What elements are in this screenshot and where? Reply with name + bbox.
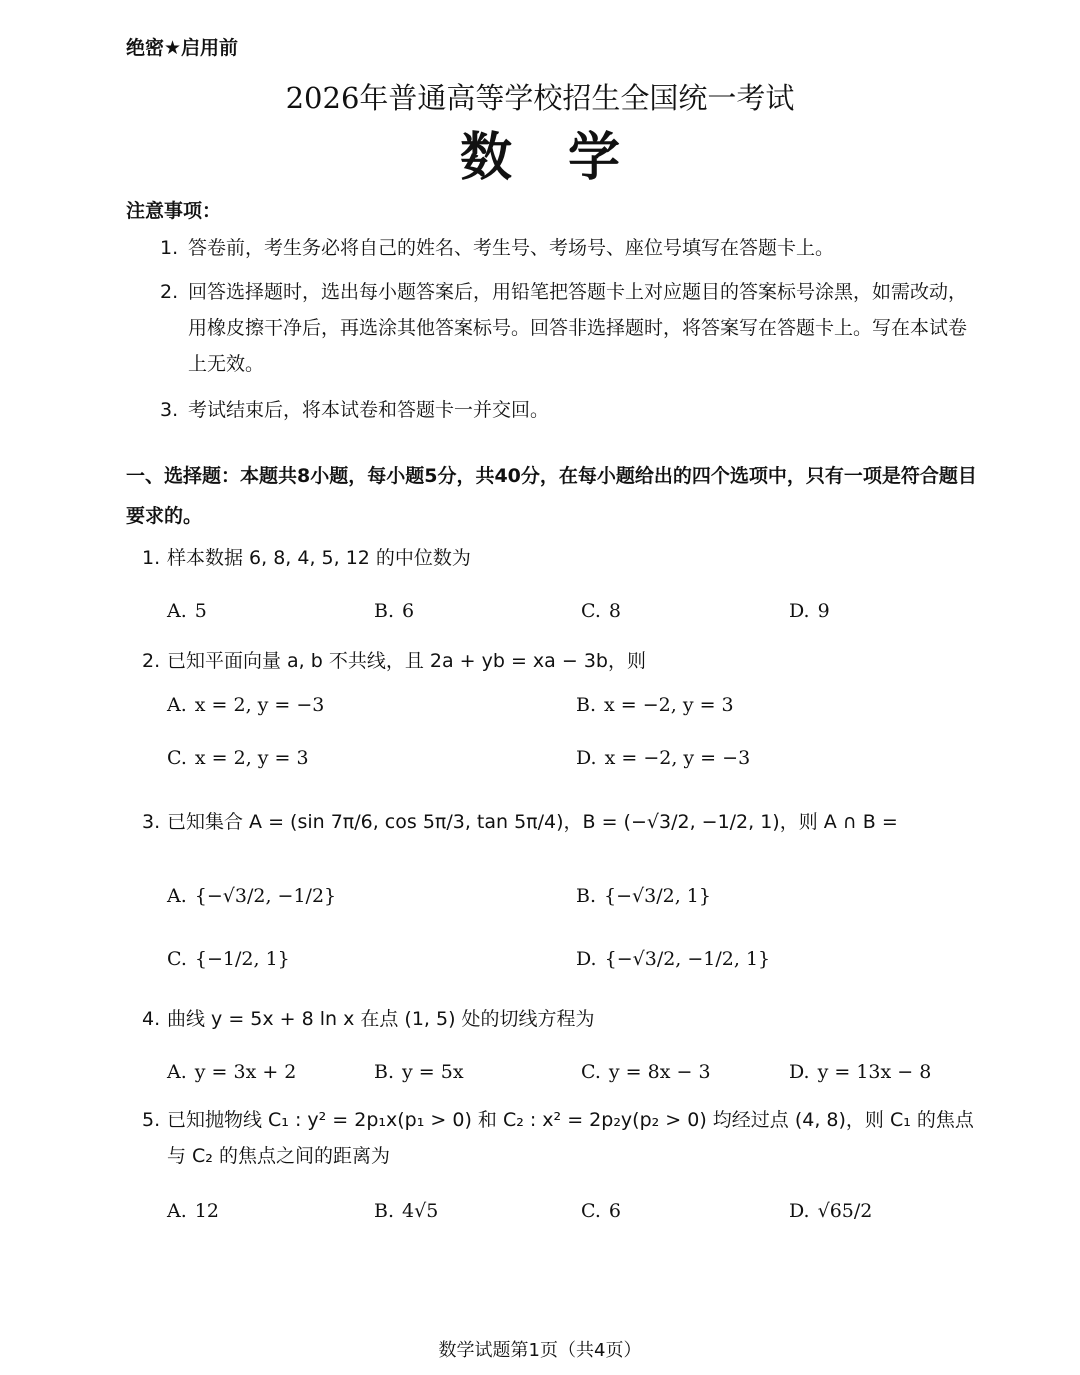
notice-item <box>160 274 980 382</box>
option-text: y = 3x + 2 <box>194 1061 297 1083</box>
option-a <box>167 600 207 622</box>
option-label: B. <box>374 600 395 622</box>
notice-number: 2. <box>160 281 179 303</box>
notice-number: 3. <box>160 399 179 421</box>
option-a <box>167 885 336 907</box>
option-text: √65/2 <box>817 1200 873 1222</box>
confidential-label: 绝密★启用前 <box>126 37 239 59</box>
notice-text: 答卷前，考生务必将自己的姓名、考生号、考场号、座位号填写在答题卡上。 <box>188 237 835 259</box>
option-text: {−√3/2, 1} <box>604 885 711 907</box>
section-heading: 一、选择题：本题共8小题，每小题5分，共40分，在每小题给出的四个选项中，只有一项是符合题目要求的。 <box>126 465 977 527</box>
option-b <box>374 1061 464 1083</box>
notice-item <box>160 230 980 266</box>
question-number: 4. <box>142 1008 161 1030</box>
subject-title: 数学 <box>459 128 676 188</box>
option-a <box>167 1061 296 1083</box>
question-stem <box>142 540 982 576</box>
question-number: 2. <box>142 650 161 672</box>
page-footer: 数学试题第1页（共4页） <box>438 1340 642 1361</box>
option-label: D. <box>576 948 597 970</box>
option-label: C. <box>167 747 187 769</box>
option-text: y = 5x <box>402 1061 464 1083</box>
option-label: B. <box>374 1061 395 1083</box>
option-label: C. <box>167 948 187 970</box>
question-text: 样本数据 6, 8, 4, 5, 12 的中位数为 <box>167 547 471 569</box>
option-label: A. <box>167 885 187 907</box>
option-c <box>581 1061 711 1083</box>
question-text: 曲线 y = 5x + 8 ln x 在点 (1, 5) 处的切线方程为 <box>167 1008 595 1030</box>
option-b <box>374 600 414 622</box>
option-text: y = 13x − 8 <box>817 1061 932 1083</box>
option-d <box>576 948 770 970</box>
notice-heading: 注意事项： <box>126 200 222 222</box>
option-label: C. <box>581 1200 601 1222</box>
option-text: 9 <box>817 600 830 622</box>
option-c <box>581 1200 621 1222</box>
option-text: x = 2, y = −3 <box>194 694 325 716</box>
option-label: D. <box>789 1200 810 1222</box>
notice-item <box>160 392 980 428</box>
option-label: D. <box>789 1061 810 1083</box>
option-label: A. <box>167 1061 187 1083</box>
option-text: {−1/2, 1} <box>194 948 290 970</box>
option-label: B. <box>576 694 597 716</box>
option-label: D. <box>789 600 810 622</box>
option-a <box>167 694 324 716</box>
notice-text: 回答选择题时，选出每小题答案后，用铅笔把答题卡上对应题目的答案标号涂黑，如需改动，用橡皮擦干净后，再选涂其他答案标号。回答非选择题时，将答案写在答题卡上。写在本试卷上无效。 <box>188 281 968 375</box>
option-a <box>167 1200 219 1222</box>
option-text: 6 <box>608 1200 621 1222</box>
option-text: 4√5 <box>402 1200 439 1222</box>
question-text: 已知平面向量 a, b 不共线，且 2a + yb = xa − 3b，则 <box>167 650 646 672</box>
notice-text: 考试结束后，将本试卷和答题卡一并交回。 <box>188 399 550 421</box>
option-label: A. <box>167 694 187 716</box>
option-b <box>374 1200 438 1222</box>
option-text: 8 <box>608 600 621 622</box>
option-c <box>581 600 621 622</box>
option-d <box>789 600 830 622</box>
option-label: C. <box>581 600 601 622</box>
option-label: D. <box>576 747 597 769</box>
option-label: B. <box>374 1200 395 1222</box>
option-text: 5 <box>194 600 207 622</box>
option-text: 12 <box>194 1200 219 1222</box>
option-c <box>167 747 309 769</box>
option-text: y = 8x − 3 <box>608 1061 711 1083</box>
question-number: 5. <box>142 1109 161 1131</box>
option-text: {−√3/2, −1/2, 1} <box>604 948 771 970</box>
question-stem <box>142 643 982 679</box>
option-d <box>789 1061 931 1083</box>
option-text: {−√3/2, −1/2} <box>194 885 337 907</box>
question-stem <box>142 1001 982 1037</box>
option-label: A. <box>167 600 187 622</box>
question-stem <box>142 804 982 840</box>
question-number: 1. <box>142 547 161 569</box>
question-text: 已知集合 A = (sin 7π/6, cos 5π/3, tan 5π/4)，B = (−√3/2, −1/2, 1)，则 A ∩ B = <box>167 811 898 833</box>
question-stem <box>142 1102 982 1174</box>
option-text: 6 <box>402 600 415 622</box>
option-text: x = 2, y = 3 <box>194 747 309 769</box>
exam-title: 2026年普通高等学校招生全国统一考试 <box>285 81 795 115</box>
option-b <box>576 885 711 907</box>
option-label: A. <box>167 1200 187 1222</box>
question-text: 已知抛物线 C₁ : y² = 2p₁x(p₁ > 0) 和 C₂ : x² = 2p₂y(p₂ > 0) 均经过点 (4, 8)，则 C₁ 的焦点与 C₂ 的焦点之间的距离为 <box>167 1109 974 1167</box>
option-label: C. <box>581 1061 601 1083</box>
option-text: x = −2, y = −3 <box>604 747 751 769</box>
option-label: B. <box>576 885 597 907</box>
option-b <box>576 694 734 716</box>
option-d <box>576 747 750 769</box>
option-text: x = −2, y = 3 <box>604 694 734 716</box>
option-c <box>167 948 290 970</box>
question-number: 3. <box>142 811 161 833</box>
option-d <box>789 1200 872 1222</box>
notice-number: 1. <box>160 237 179 259</box>
